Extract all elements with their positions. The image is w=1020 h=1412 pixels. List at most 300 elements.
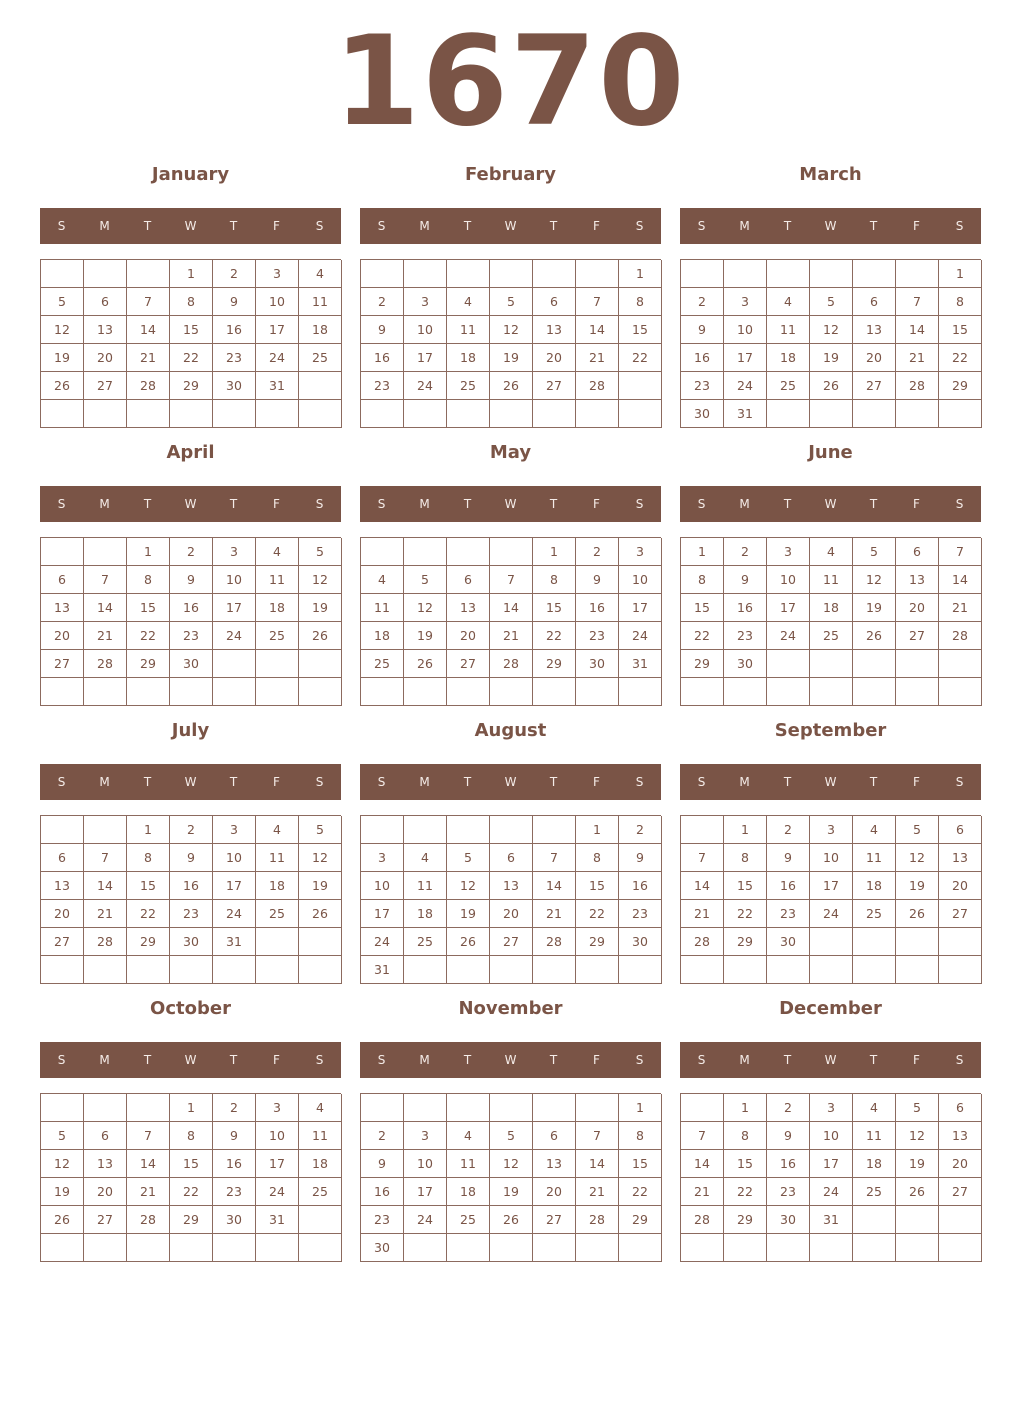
day-cell: 13 <box>447 594 490 622</box>
weekday-label: T <box>229 775 238 789</box>
day-cell: 2 <box>361 1122 404 1150</box>
day-cell: 21 <box>896 344 939 372</box>
day-cell: 31 <box>256 372 299 400</box>
empty-cell <box>361 678 404 706</box>
weekday-label: S <box>955 497 964 511</box>
weekday-label: T <box>869 775 878 789</box>
weekday-label: M <box>739 497 750 511</box>
day-cell: 13 <box>896 566 939 594</box>
empty-cell <box>213 400 256 428</box>
day-cell: 2 <box>767 816 810 844</box>
empty-cell <box>939 650 982 678</box>
weekday-label: F <box>913 1053 920 1067</box>
weekday-label: M <box>419 1053 430 1067</box>
day-cell: 30 <box>767 928 810 956</box>
day-cell: 23 <box>170 900 213 928</box>
day-cell: 20 <box>533 1178 576 1206</box>
day-cell: 9 <box>767 1122 810 1150</box>
day-cell: 15 <box>576 872 619 900</box>
empty-cell <box>533 956 576 984</box>
day-cell: 2 <box>767 1094 810 1122</box>
day-cell: 10 <box>213 844 256 872</box>
empty-cell <box>41 538 84 566</box>
day-cell: 15 <box>170 316 213 344</box>
month-title: June <box>808 442 853 463</box>
day-cell: 17 <box>724 344 767 372</box>
day-cell: 3 <box>213 538 256 566</box>
month-title: May <box>489 442 532 463</box>
weekday-label: W <box>824 775 837 789</box>
empty-cell <box>681 678 724 706</box>
day-cell: 2 <box>170 538 213 566</box>
weekday-label: F <box>273 497 280 511</box>
day-cell: 27 <box>533 1206 576 1234</box>
day-cell: 28 <box>84 928 127 956</box>
day-cell: 21 <box>576 344 619 372</box>
empty-cell <box>361 400 404 428</box>
month-january <box>40 160 341 430</box>
weekday-label: M <box>739 1053 750 1067</box>
day-cell: 26 <box>404 650 447 678</box>
day-grid <box>360 537 661 706</box>
day-cell: 15 <box>619 1150 662 1178</box>
empty-cell <box>767 956 810 984</box>
empty-cell <box>256 650 299 678</box>
weekday-label: T <box>229 219 238 233</box>
day-cell: 24 <box>213 900 256 928</box>
empty-cell <box>127 260 170 288</box>
day-cell: 23 <box>213 1178 256 1206</box>
day-cell: 10 <box>256 288 299 316</box>
day-cell: 4 <box>853 1094 896 1122</box>
empty-cell <box>170 400 213 428</box>
day-cell: 11 <box>299 1122 342 1150</box>
day-cell: 13 <box>41 594 84 622</box>
day-cell: 27 <box>939 900 982 928</box>
day-cell: 5 <box>299 538 342 566</box>
day-cell: 30 <box>619 928 662 956</box>
day-cell: 6 <box>533 288 576 316</box>
day-cell: 30 <box>576 650 619 678</box>
empty-cell <box>490 260 533 288</box>
weekday-label: F <box>273 775 280 789</box>
day-cell: 4 <box>256 816 299 844</box>
day-cell: 3 <box>213 816 256 844</box>
day-cell: 10 <box>724 316 767 344</box>
empty-cell <box>576 400 619 428</box>
day-cell: 16 <box>361 1178 404 1206</box>
day-cell: 16 <box>213 1150 256 1178</box>
day-cell: 9 <box>361 316 404 344</box>
month-title: April <box>166 442 215 463</box>
day-cell: 23 <box>213 344 256 372</box>
day-cell: 26 <box>41 372 84 400</box>
day-cell: 11 <box>361 594 404 622</box>
day-cell: 14 <box>576 316 619 344</box>
empty-cell <box>170 956 213 984</box>
weekday-header <box>360 486 661 522</box>
day-cell: 17 <box>361 900 404 928</box>
empty-cell <box>404 538 447 566</box>
weekday-label: T <box>783 497 792 511</box>
empty-cell <box>213 956 256 984</box>
day-cell: 4 <box>299 260 342 288</box>
day-cell: 22 <box>127 900 170 928</box>
day-cell: 18 <box>853 872 896 900</box>
weekday-label: T <box>143 1053 152 1067</box>
empty-cell <box>127 400 170 428</box>
weekday-header <box>680 208 981 244</box>
day-cell: 16 <box>767 1150 810 1178</box>
day-cell: 30 <box>170 650 213 678</box>
day-cell: 3 <box>767 538 810 566</box>
empty-cell <box>619 678 662 706</box>
day-cell: 21 <box>681 1178 724 1206</box>
day-cell: 6 <box>447 566 490 594</box>
day-cell: 25 <box>447 372 490 400</box>
day-cell: 28 <box>681 928 724 956</box>
day-cell: 18 <box>404 900 447 928</box>
day-cell: 7 <box>490 566 533 594</box>
day-cell: 11 <box>299 288 342 316</box>
day-cell: 30 <box>170 928 213 956</box>
weekday-label: M <box>99 775 110 789</box>
weekday-label: M <box>739 219 750 233</box>
day-cell: 20 <box>41 900 84 928</box>
month-september <box>680 716 981 986</box>
day-cell: 20 <box>853 344 896 372</box>
day-cell: 24 <box>404 372 447 400</box>
weekday-label: S <box>57 219 66 233</box>
day-cell: 14 <box>127 1150 170 1178</box>
day-grid <box>360 259 661 428</box>
day-cell: 24 <box>619 622 662 650</box>
weekday-label: W <box>504 497 517 511</box>
day-cell: 18 <box>447 344 490 372</box>
empty-cell <box>576 260 619 288</box>
day-cell: 8 <box>619 288 662 316</box>
day-cell: 27 <box>447 650 490 678</box>
day-cell: 20 <box>84 1178 127 1206</box>
weekday-label: W <box>824 1053 837 1067</box>
weekday-label: T <box>229 497 238 511</box>
empty-cell <box>681 1094 724 1122</box>
weekday-label: T <box>869 219 878 233</box>
empty-cell <box>724 678 767 706</box>
day-cell: 26 <box>853 622 896 650</box>
empty-cell <box>84 956 127 984</box>
day-cell: 1 <box>619 1094 662 1122</box>
weekday-label: T <box>463 219 472 233</box>
day-cell: 17 <box>767 594 810 622</box>
empty-cell <box>41 260 84 288</box>
day-cell: 23 <box>619 900 662 928</box>
empty-cell <box>490 678 533 706</box>
day-cell: 1 <box>127 538 170 566</box>
day-cell: 31 <box>724 400 767 428</box>
weekday-label: S <box>955 775 964 789</box>
day-grid <box>680 259 981 428</box>
weekday-header <box>40 1042 341 1078</box>
empty-cell <box>724 260 767 288</box>
day-cell: 19 <box>896 1150 939 1178</box>
day-cell: 26 <box>299 900 342 928</box>
weekday-label: W <box>184 497 197 511</box>
empty-cell <box>810 650 853 678</box>
day-cell: 19 <box>447 900 490 928</box>
empty-cell <box>619 1234 662 1262</box>
month-july <box>40 716 341 986</box>
day-cell: 24 <box>256 1178 299 1206</box>
day-cell: 29 <box>127 928 170 956</box>
day-cell: 13 <box>490 872 533 900</box>
empty-cell <box>84 1094 127 1122</box>
year-title: 1670 <box>333 10 687 154</box>
day-grid <box>360 1093 661 1262</box>
weekday-label: W <box>184 1053 197 1067</box>
empty-cell <box>404 260 447 288</box>
day-cell: 9 <box>213 288 256 316</box>
day-cell: 24 <box>256 344 299 372</box>
empty-cell <box>447 956 490 984</box>
day-cell: 18 <box>299 1150 342 1178</box>
empty-cell <box>896 260 939 288</box>
day-cell: 15 <box>619 316 662 344</box>
day-cell: 4 <box>447 288 490 316</box>
day-cell: 7 <box>939 538 982 566</box>
day-cell: 31 <box>256 1206 299 1234</box>
empty-cell <box>41 1234 84 1262</box>
day-cell: 28 <box>896 372 939 400</box>
day-cell: 8 <box>170 1122 213 1150</box>
day-cell: 3 <box>256 260 299 288</box>
empty-cell <box>724 956 767 984</box>
day-cell: 19 <box>404 622 447 650</box>
day-cell: 19 <box>299 594 342 622</box>
weekday-label: T <box>229 1053 238 1067</box>
day-cell: 26 <box>41 1206 84 1234</box>
day-cell: 28 <box>533 928 576 956</box>
day-cell: 8 <box>127 566 170 594</box>
day-cell: 21 <box>939 594 982 622</box>
month-title: January <box>151 164 230 185</box>
day-cell: 14 <box>490 594 533 622</box>
empty-cell <box>853 956 896 984</box>
day-cell: 23 <box>361 1206 404 1234</box>
day-cell: 10 <box>810 844 853 872</box>
empty-cell <box>939 1206 982 1234</box>
day-cell: 2 <box>576 538 619 566</box>
empty-cell <box>853 400 896 428</box>
weekday-label: W <box>504 775 517 789</box>
day-cell: 11 <box>853 844 896 872</box>
weekday-label: T <box>549 1053 558 1067</box>
day-cell: 28 <box>576 1206 619 1234</box>
day-cell: 3 <box>619 538 662 566</box>
weekday-header <box>680 1042 981 1078</box>
day-cell: 3 <box>810 816 853 844</box>
day-grid <box>680 815 981 984</box>
month-title: November <box>458 998 563 1019</box>
empty-cell <box>896 1206 939 1234</box>
empty-cell <box>127 1234 170 1262</box>
day-cell: 14 <box>681 1150 724 1178</box>
day-cell: 13 <box>853 316 896 344</box>
day-cell: 9 <box>361 1150 404 1178</box>
day-cell: 24 <box>810 1178 853 1206</box>
day-cell: 2 <box>213 1094 256 1122</box>
day-cell: 26 <box>896 900 939 928</box>
day-cell: 15 <box>170 1150 213 1178</box>
day-cell: 22 <box>533 622 576 650</box>
day-cell: 20 <box>533 344 576 372</box>
day-cell: 6 <box>41 566 84 594</box>
day-cell: 9 <box>170 566 213 594</box>
day-cell: 4 <box>447 1122 490 1150</box>
empty-cell <box>299 956 342 984</box>
weekday-header <box>40 486 341 522</box>
empty-cell <box>896 928 939 956</box>
day-cell: 19 <box>41 1178 84 1206</box>
empty-cell <box>404 1094 447 1122</box>
day-cell: 5 <box>490 288 533 316</box>
weekday-label: T <box>143 497 152 511</box>
day-cell: 13 <box>533 1150 576 1178</box>
day-cell: 12 <box>299 566 342 594</box>
empty-cell <box>533 1234 576 1262</box>
day-cell: 7 <box>84 566 127 594</box>
day-cell: 28 <box>576 372 619 400</box>
empty-cell <box>490 538 533 566</box>
empty-cell <box>939 400 982 428</box>
day-cell: 11 <box>810 566 853 594</box>
day-cell: 21 <box>84 900 127 928</box>
day-cell: 12 <box>404 594 447 622</box>
month-march <box>680 160 981 430</box>
day-cell: 3 <box>256 1094 299 1122</box>
weekday-header <box>360 764 661 800</box>
day-cell: 29 <box>724 1206 767 1234</box>
weekday-label: S <box>377 219 386 233</box>
day-cell: 5 <box>41 1122 84 1150</box>
day-cell: 18 <box>361 622 404 650</box>
day-cell: 25 <box>299 344 342 372</box>
day-cell: 6 <box>939 816 982 844</box>
day-cell: 25 <box>853 1178 896 1206</box>
day-cell: 23 <box>170 622 213 650</box>
day-cell: 22 <box>619 344 662 372</box>
day-cell: 24 <box>810 900 853 928</box>
day-cell: 29 <box>127 650 170 678</box>
empty-cell <box>170 1234 213 1262</box>
empty-cell <box>810 956 853 984</box>
day-cell: 28 <box>939 622 982 650</box>
day-cell: 3 <box>724 288 767 316</box>
day-cell: 7 <box>533 844 576 872</box>
day-cell: 12 <box>896 1122 939 1150</box>
weekday-label: S <box>635 219 644 233</box>
day-cell: 22 <box>619 1178 662 1206</box>
day-cell: 27 <box>490 928 533 956</box>
day-cell: 14 <box>533 872 576 900</box>
day-cell: 23 <box>361 372 404 400</box>
day-cell: 22 <box>170 1178 213 1206</box>
day-cell: 2 <box>681 288 724 316</box>
weekday-label: S <box>377 497 386 511</box>
month-november <box>360 994 661 1264</box>
day-cell: 26 <box>490 372 533 400</box>
empty-cell <box>84 816 127 844</box>
day-cell: 19 <box>896 872 939 900</box>
empty-cell <box>853 678 896 706</box>
day-cell: 29 <box>170 1206 213 1234</box>
day-cell: 25 <box>361 650 404 678</box>
empty-cell <box>533 400 576 428</box>
day-cell: 21 <box>533 900 576 928</box>
weekday-header <box>680 486 981 522</box>
day-cell: 10 <box>213 566 256 594</box>
day-cell: 17 <box>810 1150 853 1178</box>
weekday-label: S <box>315 219 324 233</box>
day-cell: 8 <box>681 566 724 594</box>
day-cell: 27 <box>853 372 896 400</box>
day-cell: 16 <box>724 594 767 622</box>
day-cell: 17 <box>256 316 299 344</box>
day-cell: 21 <box>490 622 533 650</box>
day-cell: 16 <box>767 872 810 900</box>
day-cell: 9 <box>724 566 767 594</box>
weekday-label: S <box>315 775 324 789</box>
day-grid <box>40 537 341 706</box>
day-cell: 17 <box>256 1150 299 1178</box>
month-title: August <box>474 720 547 741</box>
empty-cell <box>84 538 127 566</box>
day-cell: 4 <box>256 538 299 566</box>
empty-cell <box>810 400 853 428</box>
day-cell: 24 <box>767 622 810 650</box>
month-title: February <box>464 164 557 185</box>
weekday-label: M <box>739 775 750 789</box>
empty-cell <box>447 678 490 706</box>
day-cell: 20 <box>490 900 533 928</box>
day-cell: 2 <box>619 816 662 844</box>
day-cell: 16 <box>213 316 256 344</box>
day-cell: 20 <box>41 622 84 650</box>
month-february <box>360 160 661 430</box>
day-cell: 24 <box>361 928 404 956</box>
day-cell: 25 <box>767 372 810 400</box>
day-cell: 1 <box>619 260 662 288</box>
weekday-label: S <box>635 497 644 511</box>
day-cell: 13 <box>41 872 84 900</box>
day-cell: 28 <box>490 650 533 678</box>
empty-cell <box>127 678 170 706</box>
empty-cell <box>447 1234 490 1262</box>
empty-cell <box>490 400 533 428</box>
weekday-label: T <box>783 775 792 789</box>
day-cell: 28 <box>127 1206 170 1234</box>
empty-cell <box>619 400 662 428</box>
weekday-label: S <box>635 1053 644 1067</box>
day-cell: 23 <box>724 622 767 650</box>
day-cell: 28 <box>681 1206 724 1234</box>
day-cell: 11 <box>447 316 490 344</box>
empty-cell <box>256 928 299 956</box>
empty-cell <box>939 956 982 984</box>
day-cell: 29 <box>939 372 982 400</box>
day-cell: 23 <box>767 900 810 928</box>
weekday-label: S <box>697 219 706 233</box>
